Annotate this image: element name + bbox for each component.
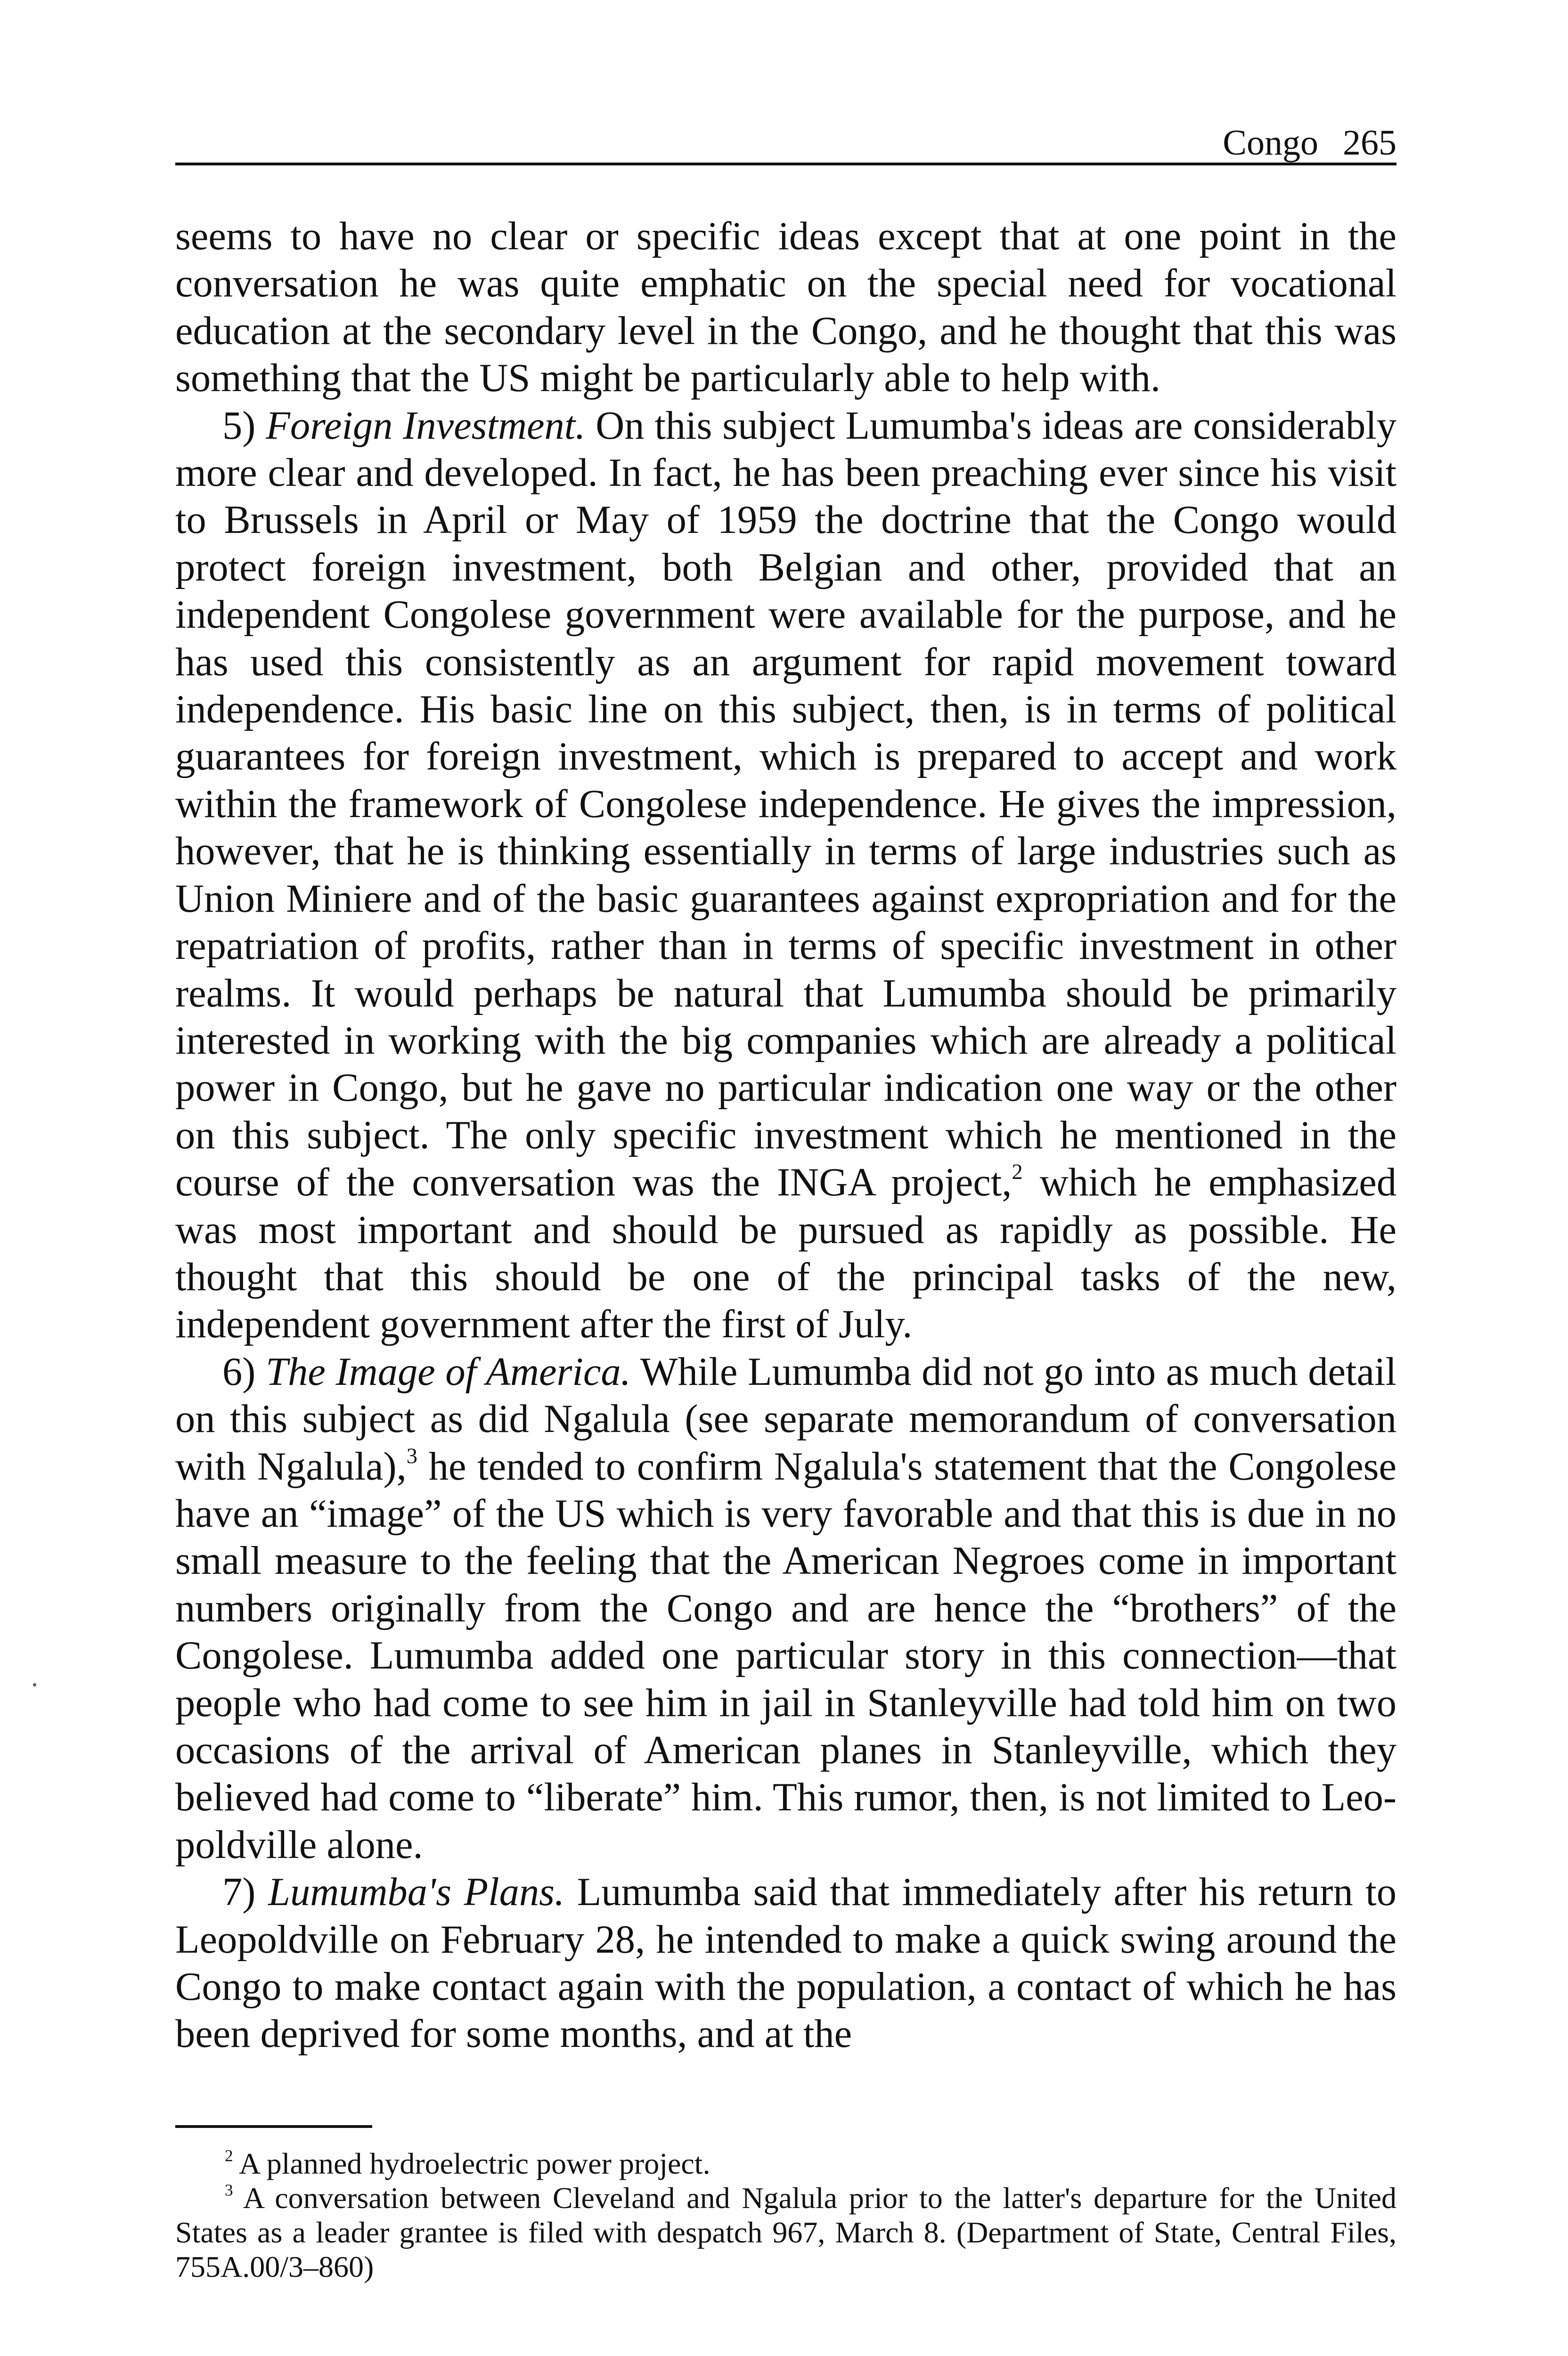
section-number: 5) (222, 403, 256, 448)
paragraph-text: which he emphasized was most important and should be pursued as rapidly as possible. He thought that this should be one of the principal tasks of the new, independent government after the first of July. (175, 1161, 1396, 1347)
section-heading: The Image of America. (266, 1350, 631, 1394)
paragraph-text: On this subject Lumumba's ideas are considerably more clear and developed. In fact, he has been preaching ever since his visit to Brussels in April or May of 1959 the doctrine that the Congo would protect foreign investment, both Belgian and other, provided that an independent Congolese government were available for the purpose, and he has used this consistently as an argument for rapid movement toward independence. His basic line on this subject, then, is in terms of political guarantees for foreign investment, which is prepared to accept and work within the framework of Congolese independence. He gives the impression, however, that he is thinking essentially in terms of large industries such as Union Miniere and of the basic guarantees against expropriation and for the repatriation of profits, rather than in terms of specific investment in other realms. It would perhaps be natural that Lumumba should be primarily interested in working with the big companies which are already a political power in Congo, but he gave no particular indication one way or the other on this subject. The only specific investment which he mentioned in the course of the conversation was the INGA project, (175, 403, 1396, 1205)
section-heading: Foreign Investment. (266, 403, 586, 448)
footnotes (175, 2146, 1396, 2284)
section-number: 6) (222, 1350, 256, 1394)
page-number: 265 (1343, 123, 1396, 163)
footnote-divider (175, 2125, 372, 2128)
paragraph-text: Lumumba said that immediately after his return to Leopoldville on February 28, he intended to make a quick swing around the Congo to make contact again with the population, a contact of which he has been deprived for some months, and at the (175, 1870, 1397, 2056)
footnote-mark: 2 (225, 2146, 233, 2165)
paragraph-image-of-america (175, 1349, 1396, 1869)
footnote-text: A conversation between Cleveland and Ngalula prior to the latter's departure for the United States as a leader grantee is filed with despatch 967, March 8. (Department of State, Central Files, 755A.00/3–860) (175, 2181, 1397, 2283)
running-head (1223, 125, 1396, 161)
footnote-text: A planned hydroelectric power project. (239, 2147, 710, 2180)
section-number: 7) (222, 1870, 256, 1914)
footnote (175, 2146, 1396, 2181)
running-title: Congo (1223, 123, 1318, 163)
paragraph-continuation: seems to have no clear or specific ideas except that at one point in the conversation he was quite emphatic on the special need for vocational education at the secondary level in the Congo, and he thought that this was something that the US might be particularly able to help with. (175, 214, 1396, 401)
footnote-mark: 3 (225, 2181, 233, 2200)
paragraph-foreign-investment (175, 402, 1396, 1349)
paragraph-text: he tended to confirm Ngalula's statement that the Congolese have an “image” of the US which is very favorable and that this is due in no small measure to the feeling that the American Negroes come in important numbers originally from the Congo and are hence the “brothers” of the Congolese. Lumumba added one particular story in this connection—that people who had come to see him in jail in Stanleyville had told him on two occasions of the arrival of American planes in Stanleyville, which they believed had come to “liberate” him. This rumor, then, is not limited to Leopoldville alone. (175, 1444, 1396, 1867)
footnote-reference: 3 (406, 1444, 417, 1468)
paragraph-lumumbas-plans (175, 1869, 1396, 2058)
footnote-reference: 2 (1012, 1160, 1023, 1185)
page-header (175, 115, 1396, 165)
scan-speck (33, 1683, 36, 1686)
body-text (175, 213, 1396, 2058)
footnote (175, 2181, 1396, 2284)
section-heading: Lumumba's Plans. (268, 1870, 565, 1914)
paragraph-text: While Lumumba did not go into as much detail on this subject as did Ngalula (see separate memorandum of conversation with Ngalula), (175, 1350, 1396, 1489)
